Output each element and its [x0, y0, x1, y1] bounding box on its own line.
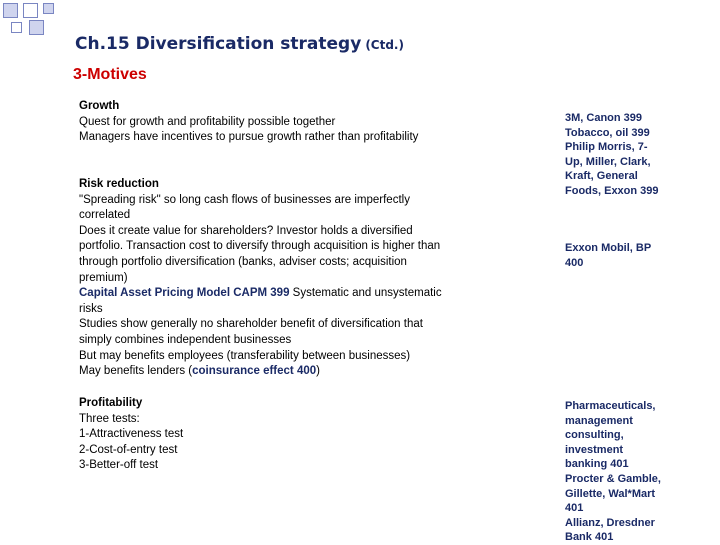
profitability-line: Three tests: [79, 412, 140, 425]
capm-highlight: Capital Asset Pricing Model CAPM 399 [79, 287, 290, 300]
capm-rest: Systematic and unsystematic [289, 287, 442, 300]
risk-heading: Risk reduction [79, 178, 159, 190]
slide-title [75, 34, 404, 54]
example-line: management [565, 414, 633, 427]
example-line: Gillette, Wal*Mart [565, 487, 656, 500]
risk-block [79, 177, 442, 380]
risk-line: through portfolio diversification (banks, adviser costs; acquisition [79, 255, 407, 268]
risk-line: Does it create value for shareholders? Investor holds a diversified [79, 224, 413, 237]
profitability-examples [565, 399, 710, 545]
growth-heading: Growth [79, 100, 120, 112]
risk-line: risks [79, 302, 103, 315]
risk-line: simply combines independent businesses [79, 333, 292, 346]
profitability-line: 3-Better-off test [79, 459, 159, 472]
growth-line: Managers have incentives to pursue growth rather than profitability [79, 131, 419, 144]
example-line: Foods, Exxon 399 [565, 184, 659, 197]
risk-line: But may benefits employees (transferability between businesses) [79, 349, 411, 362]
lenders-suffix: ) [316, 365, 320, 378]
example-line: Up, Miller, Clark, [565, 155, 651, 168]
example-line: 401 [565, 502, 584, 515]
example-line: consulting, [565, 429, 624, 442]
example-line: Exxon Mobil, BP [565, 242, 652, 254]
example-line: investment [565, 443, 624, 456]
growth-examples [565, 111, 710, 199]
slide-title-suffix: (Ctd.) [365, 38, 404, 52]
example-line: Bank 401 [565, 531, 614, 544]
decor-square [3, 3, 18, 18]
risk-line: portfolio. Transaction cost to diversify through acquisition is higher than [79, 240, 441, 253]
decor-square [23, 3, 38, 18]
section-title: 3-Motives [73, 66, 147, 83]
capm-line [79, 286, 442, 302]
example-line: banking 401 [565, 458, 629, 471]
profitability-line: 1-Attractiveness test [79, 428, 184, 441]
profitability-block [79, 396, 183, 474]
lenders-prefix: May benefits lenders ( [79, 365, 193, 378]
risk-line: "Spreading risk" so long cash flows of businesses are imperfectly [79, 193, 410, 206]
example-line: Procter & Gamble, [565, 472, 661, 485]
growth-line: Quest for growth and profitability possible together [79, 115, 336, 128]
example-line: Kraft, General [565, 170, 638, 183]
growth-block [79, 99, 418, 146]
coinsurance-highlight: coinsurance effect 400 [192, 365, 317, 378]
example-line: 3M, Canon 399 [565, 112, 643, 124]
risk-line: premium) [79, 271, 128, 284]
risk-examples [565, 241, 710, 270]
example-line: Tobacco, oil 399 [565, 126, 650, 139]
profitability-heading: Profitability [79, 397, 143, 409]
example-line: 400 [565, 256, 584, 269]
lenders-line [79, 364, 442, 380]
decor-square [11, 22, 22, 33]
risk-line: Studies show generally no shareholder benefit of diversification that [79, 318, 423, 331]
example-line: Allianz, Dresdner [565, 516, 655, 529]
example-line: Philip Morris, 7- [565, 141, 648, 154]
decor-square [29, 20, 44, 35]
example-line: Pharmaceuticals, [565, 400, 656, 412]
decor-square [43, 3, 54, 14]
profitability-line: 2-Cost-of-entry test [79, 443, 178, 456]
risk-line: correlated [79, 209, 131, 222]
slide-title-main: Ch.15 Diversification strategy [75, 34, 362, 54]
